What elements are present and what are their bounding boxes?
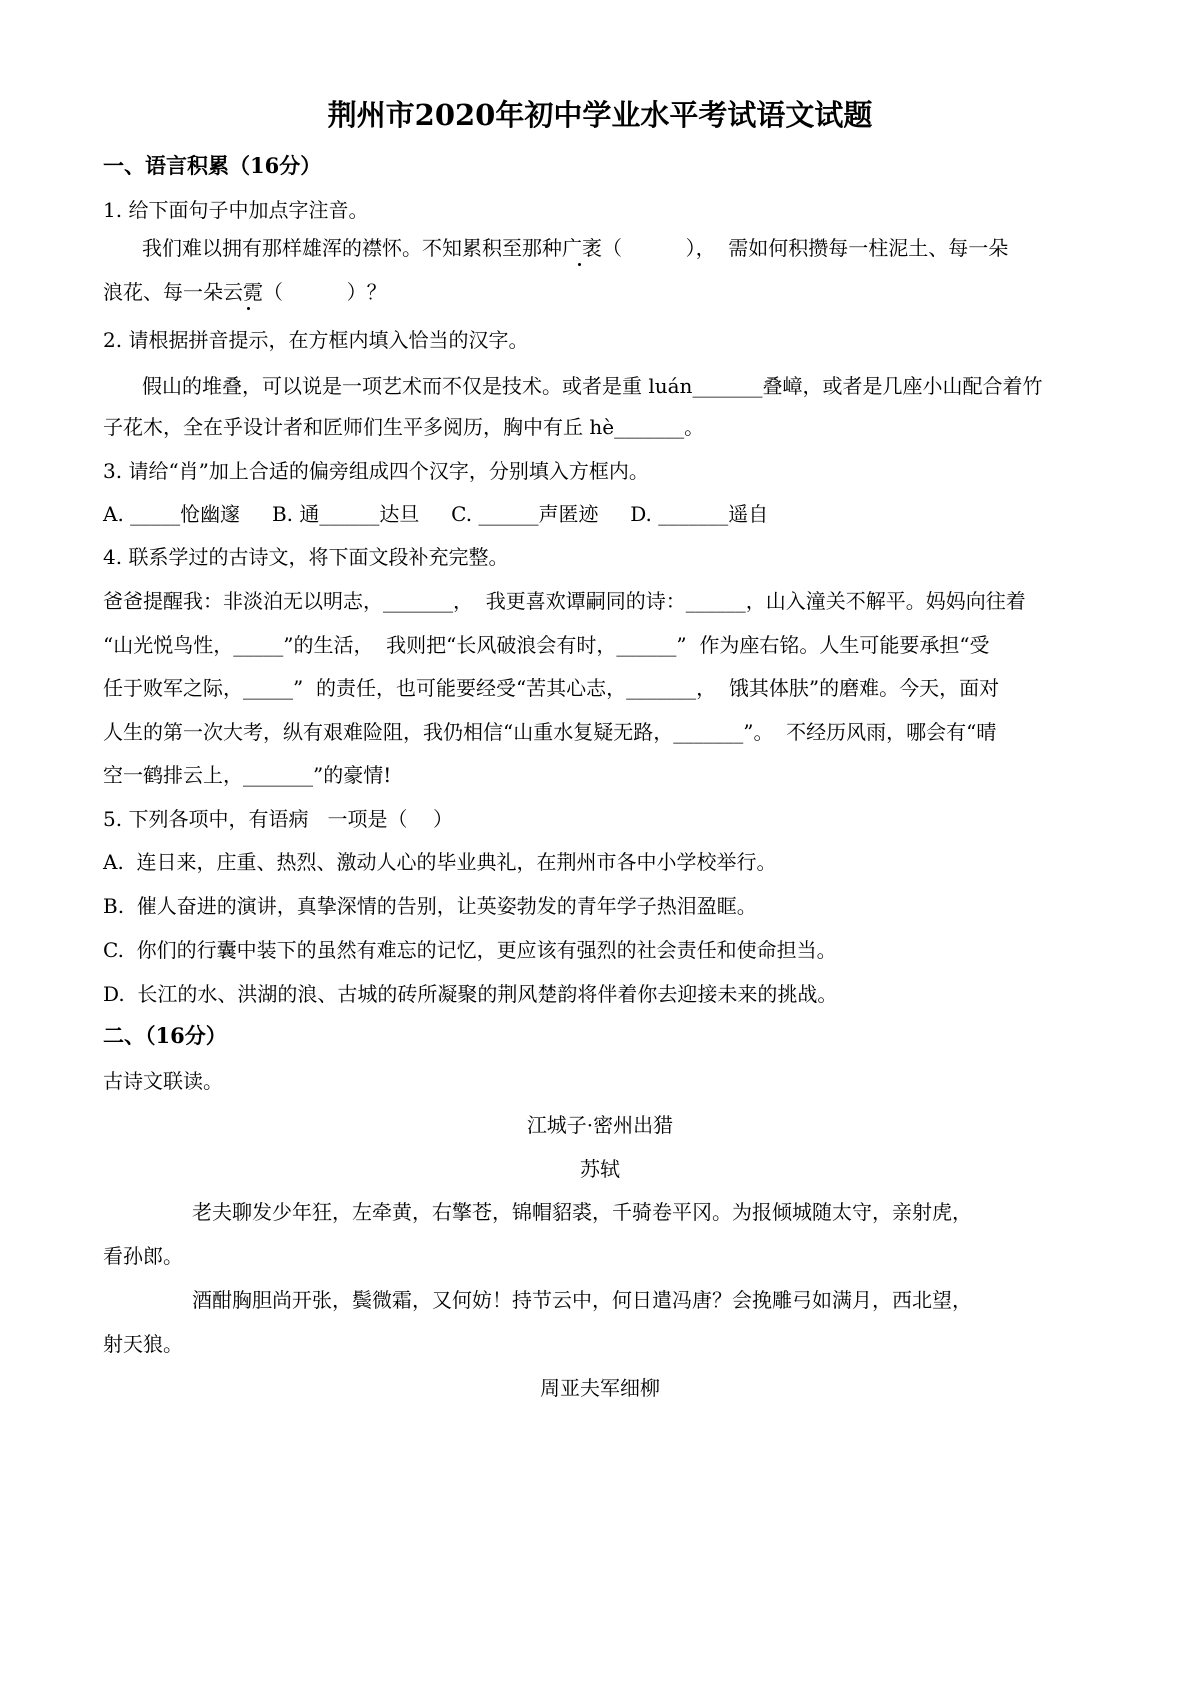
q4-line-4: 人生的第一次大考，纵有艰难险阻，我仍相信“山重水复疑无路，_______”。 不经历风雨，哪会有“晴	[103, 720, 997, 744]
q2-line-1: 假山的堆叠，可以说是一项艺术而不仅是技术。或者是重 luán_______叠嶂，或者是几座小山配合着竹	[142, 374, 1043, 398]
q1-line-2: 浪花、每一朵云霓（ ）？	[103, 280, 387, 304]
q4-line-5: 空一鹤排云上，_______”的豪情!	[103, 763, 392, 787]
emphasis-dot	[578, 263, 581, 266]
q4-prompt: 4. 联系学过的古诗文，将下面文段补充完整。	[103, 545, 509, 569]
q1-prompt: 1. 给下面句子中加点字注音。	[103, 198, 369, 222]
q4-line-3: 任于败军之际，_____” 的责任，也可能要经受“苦其心志，_______， 饿其体肤”的磨难。今天，面对	[103, 676, 1000, 700]
section-1-heading: 一、语言积累（16分）	[103, 153, 322, 178]
q5-option-c: C. 你们的行囊中装下的虽然有难忘的记忆，更应该有强烈的社会责任和使命担当。	[103, 938, 837, 962]
poem-1-title: 江城子·密州出猎	[526, 1113, 674, 1137]
poem-1-line-3: 酒酣胸胆尚开张，鬓微霜，又何妨！持节云中，何日遣冯唐？会挽雕弓如满月，西北望，	[192, 1288, 972, 1312]
emphasis-dot	[247, 307, 250, 310]
q1-line-1: 我们难以拥有那样雄浑的襟怀。不知累积至那种广袤（ ）， 需如何积攒每一柱泥土、每一朵	[142, 236, 1009, 260]
poem-2-title: 周亚夫军细柳	[540, 1376, 660, 1400]
q2-prompt: 2. 请根据拼音提示，在方框内填入恰当的汉字。	[103, 328, 529, 352]
poem-1-author: 苏轼	[580, 1157, 620, 1181]
page-title: 荆州市2020年初中学业水平考试语文试题	[327, 98, 873, 132]
q5-option-a: A. 连日来，庄重、热烈、激动人心的毕业典礼，在荆州市各中小学校举行。	[103, 850, 777, 874]
q5-prompt: 5. 下列各项中，有语病 一项是（ ）	[103, 807, 453, 831]
q4-line-2: “山光悦鸟性，_____”的生活， 我则把“长风破浪会有时，______” 作为座右铭。人生可能要承担“受	[103, 633, 990, 657]
section-2-heading: 二、（16分）	[103, 1023, 227, 1048]
q3-options: A. _____怆幽邃 B. 通______达旦 C. ______声匿迹 D. _______遥自	[103, 502, 769, 526]
q4-line-1: 爸爸提醒我：非淡泊无以明志，_______， 我更喜欢谭嗣同的诗：______，山入潼关不解平。妈妈向往着	[103, 589, 1026, 613]
section-2-intro: 古诗文联读。	[103, 1069, 223, 1093]
q2-line-2: 子花木，全在乎设计者和匠师们生平多阅历，胸中有丘 hè_______。	[103, 415, 705, 439]
poem-1-line-2: 看孙郎。	[103, 1244, 183, 1268]
poem-1-line-4: 射天狼。	[103, 1332, 183, 1356]
q5-option-b: B. 催人奋进的演讲，真挚深情的告别，让英姿勃发的青年学子热泪盈眶。	[103, 894, 757, 918]
q3-prompt: 3. 请给“肖”加上合适的偏旁组成四个汉字，分别填入方框内。	[103, 459, 649, 483]
poem-1-line-1: 老夫聊发少年狂，左牵黄，右擎苍，锦帽貂裘，千骑卷平冈。为报倾城随太守，亲射虎，	[192, 1200, 972, 1224]
q5-option-d: D. 长江的水、洪湖的浪、古城的砖所凝聚的荆风楚韵将伴着你去迎接未来的挑战。	[103, 982, 838, 1006]
